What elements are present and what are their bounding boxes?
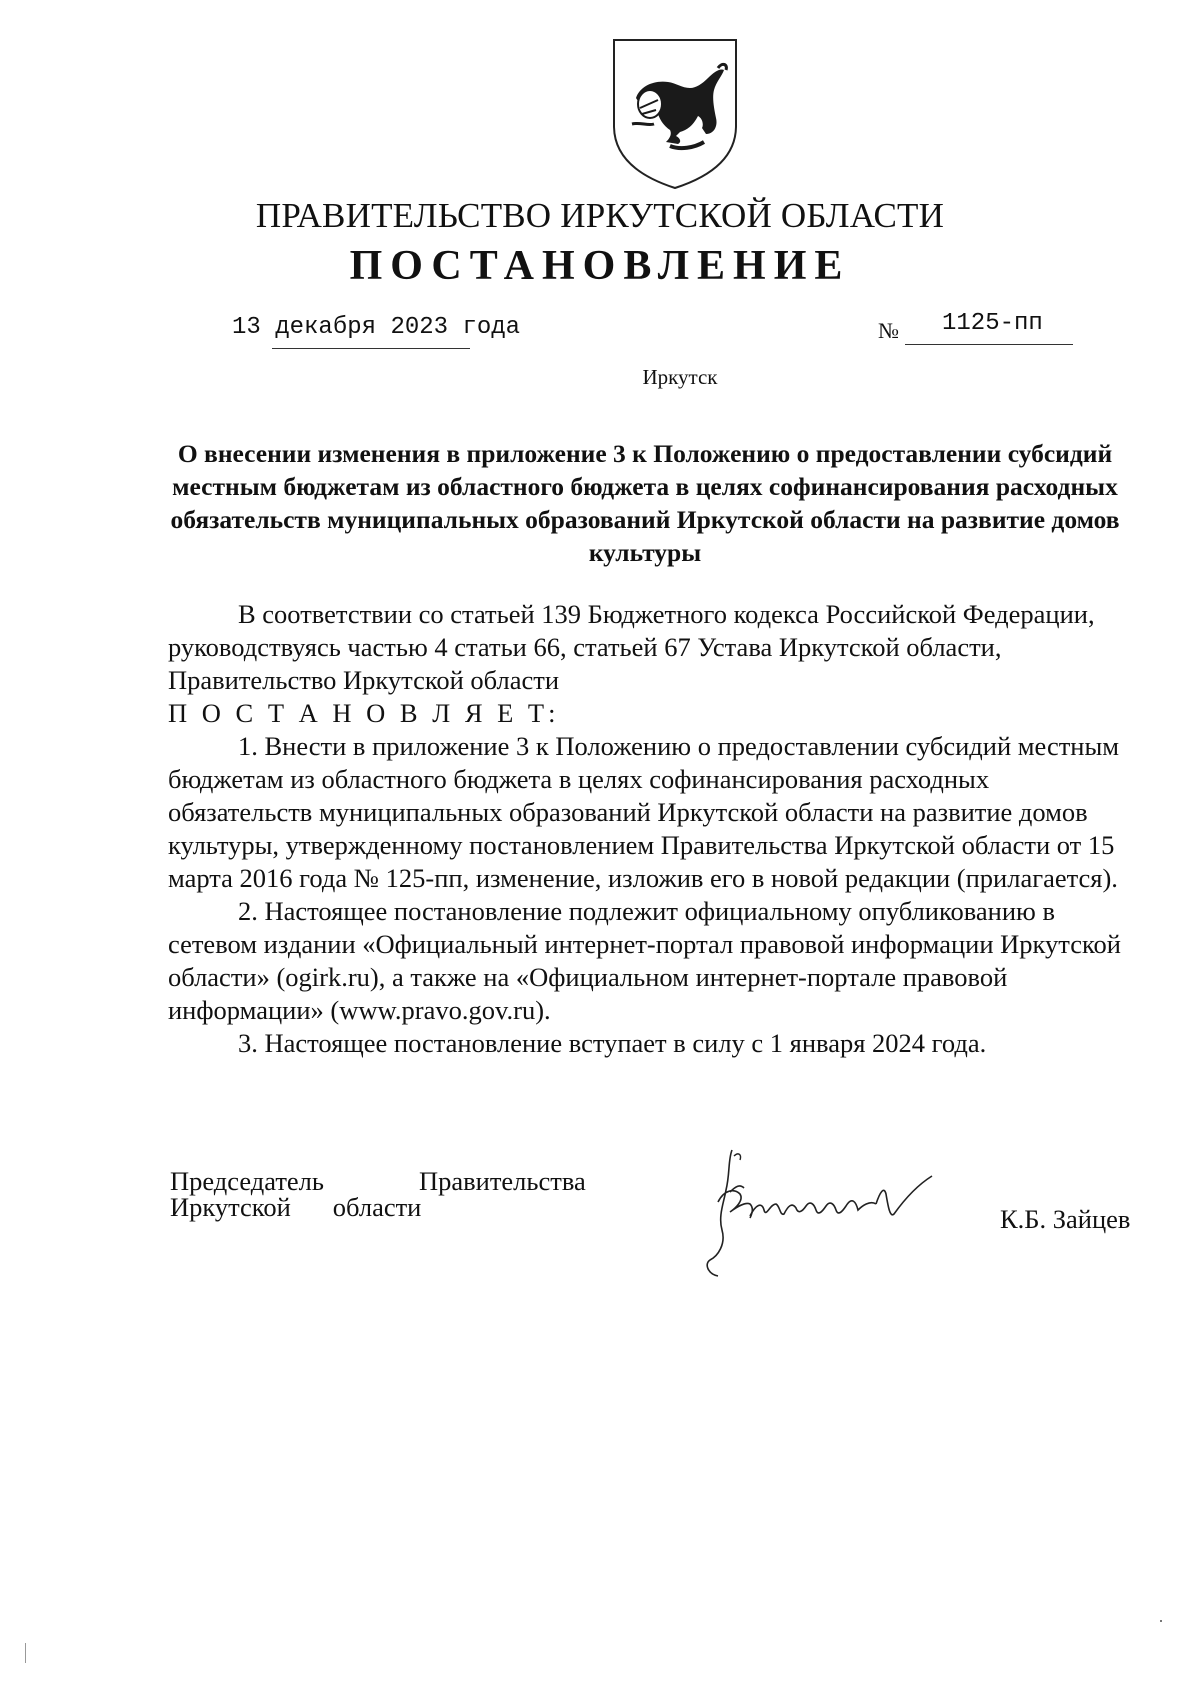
number-underline [905, 344, 1073, 345]
date-day: 13 [232, 314, 261, 341]
signatory-name: К.Б. Зайцев [1000, 1204, 1131, 1234]
resolves-word: П О С Т А Н О В Л Я Е Т: [168, 698, 560, 728]
item-3: 3. Настоящее постановление вступает в силу с 1 января 2024 года. [238, 1028, 987, 1058]
handwritten-signature [700, 1130, 970, 1280]
signatory-post-line-2 [170, 1192, 421, 1223]
number-sign: № [878, 318, 899, 343]
date-suffix: года [462, 314, 521, 341]
post-word-chairman: Председатель [170, 1166, 324, 1196]
post-word-government: Правительства [419, 1166, 586, 1196]
scan-dot [1160, 1620, 1162, 1622]
post-word-irkutsk: Иркутской [170, 1192, 291, 1222]
signature-icon [700, 1130, 970, 1280]
decree-number: 1125-пп [942, 310, 1043, 337]
item-2: 2. Настоящее постановление подлежит официальному опубликованию в сетевом издании «Официальный интернет-портал правовой информации Иркутской области» (ogirk.ru), а также на «Официальном интернет-портале правовой информации» (www.pravo.gov.ru). [168, 896, 1121, 1025]
decree-date [232, 314, 520, 341]
item-1: 1. Внести в приложение 3 к Положению о предоставлении субсидий местным бюджетам из областного бюджета в целях софинансирования расходных обязательств муниципальных образований Иркутской области на развитие домов культуры, утвержденному постановлением Правительства Иркутской области от 15 марта 2016 года № 125-пп, изменение, изложив его в новой редакции (прилагается). [168, 731, 1120, 893]
date-month-year: декабря 2023 [275, 314, 449, 341]
decree-subject: О внесении изменения в приложение 3 к Положению о предоставлении субсидий местным бюджетам из областного бюджета в целях софинансирования расходных обязательств муниципальных образований Иркутской области на развитие домов культуры [170, 439, 1120, 567]
government-title: ПРАВИТЕЛЬСТВО ИРКУТСКОЙ ОБЛАСТИ [255, 196, 945, 235]
coat-of-arms-emblem [610, 38, 740, 190]
date-underline [272, 348, 470, 349]
decree-title: ПОСТАНОВЛЕНИЕ [349, 243, 851, 289]
decree-body [168, 598, 1136, 1060]
irkutsk-babr-emblem-icon [610, 38, 740, 190]
scan-mark [25, 1643, 26, 1663]
city: Иркутск [642, 365, 718, 389]
post-word-oblast: области [332, 1192, 422, 1222]
preamble: В соответствии со статьей 139 Бюджетного кодекса Российской Федерации, руководствуясь частью 4 статьи 66, статьей 67 Устава Иркутской области, Правительство Иркутской области [168, 599, 1095, 695]
